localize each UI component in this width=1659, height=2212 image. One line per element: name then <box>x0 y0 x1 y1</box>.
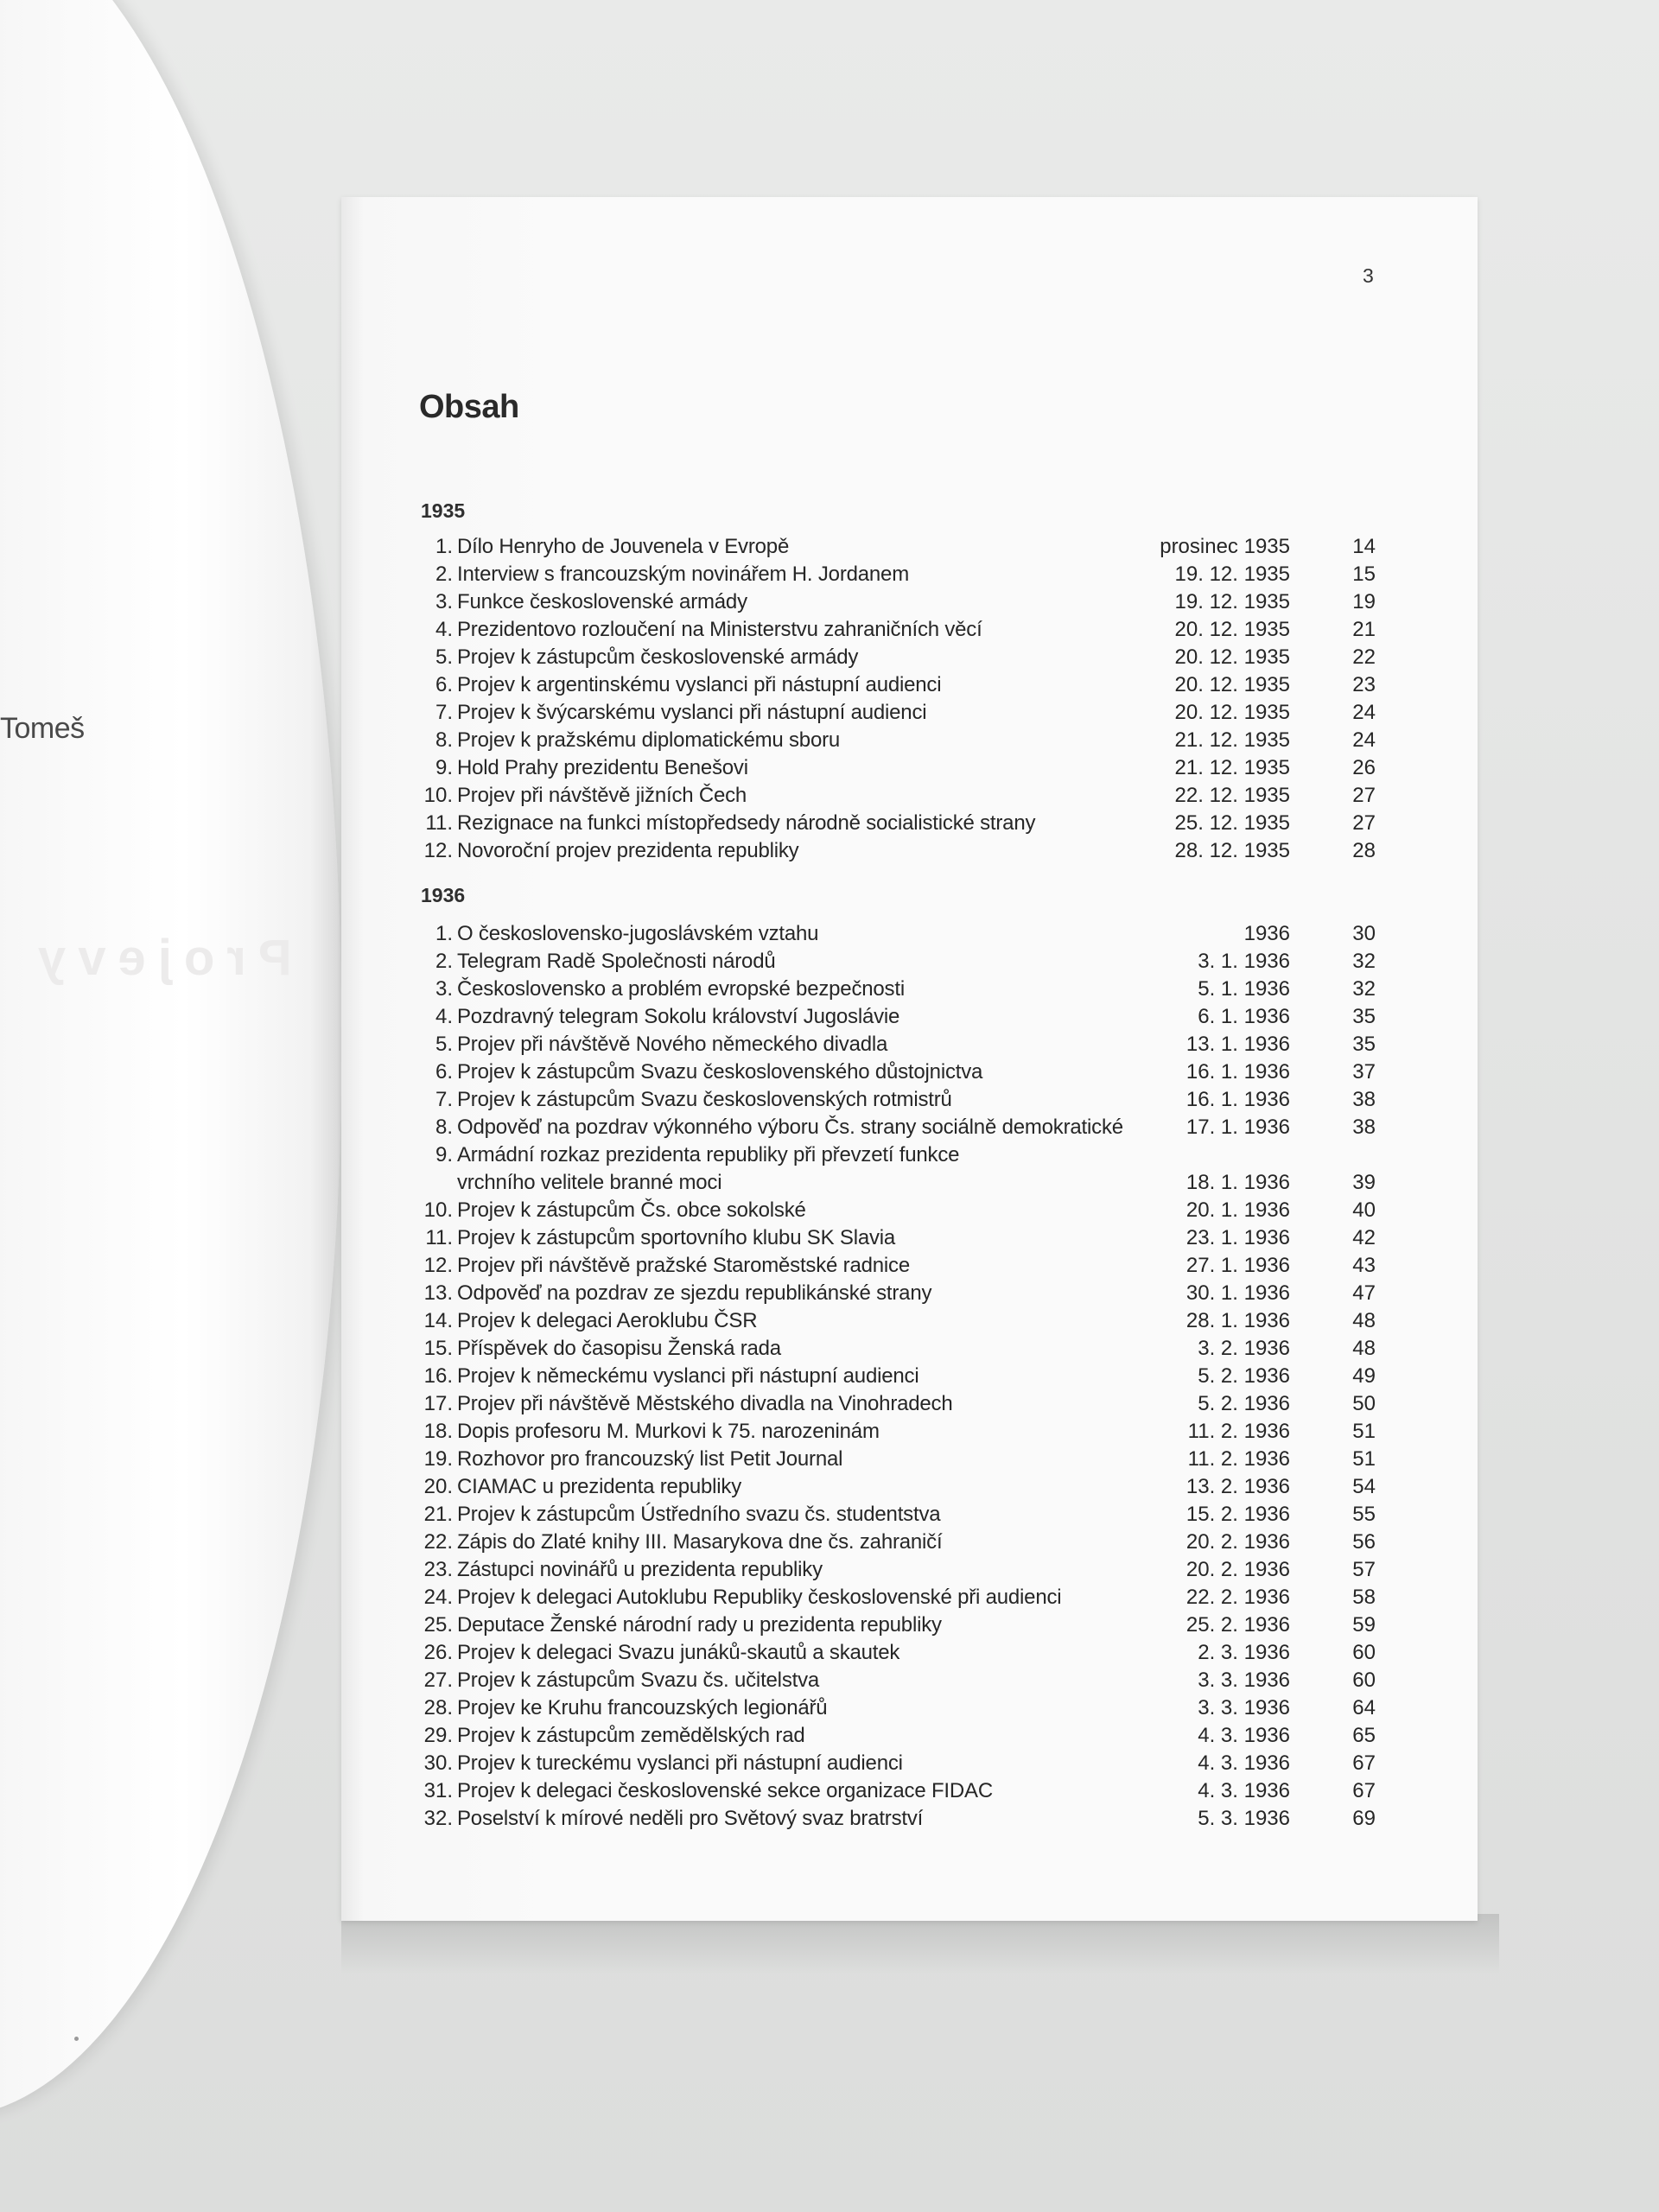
toc-entry <box>0 920 1659 948</box>
entry-page: 55 <box>1352 1503 1376 1526</box>
entry-date: 23. 1. 1936 <box>1185 1226 1290 1249</box>
entry-page: 50 <box>1352 1392 1376 1415</box>
entry-title: Projev k pražskému diplomatickému sboru <box>457 728 841 752</box>
entry-page: 65 <box>1352 1724 1376 1747</box>
toc-entry <box>0 1335 1659 1363</box>
toc-entry <box>0 1722 1659 1750</box>
entry-page: 40 <box>1352 1198 1376 1222</box>
entry-date: 30. 1. 1936 <box>1185 1281 1290 1305</box>
toc-entry <box>0 1473 1659 1501</box>
entry-number: 24. <box>423 1586 453 1609</box>
entry-page: 60 <box>1352 1669 1376 1692</box>
entry-page: 22 <box>1352 645 1376 669</box>
entry-date: 25. 12. 1935 <box>1174 811 1290 835</box>
entry-date: 4. 3. 1936 <box>1198 1724 1290 1747</box>
entry-page: 57 <box>1352 1558 1376 1581</box>
toc-entry <box>0 1280 1659 1307</box>
toc-entry <box>0 671 1659 699</box>
entry-page: 35 <box>1352 1033 1376 1056</box>
entry-number: 28. <box>423 1696 453 1719</box>
toc-entry <box>0 782 1659 810</box>
entry-date: 3. 3. 1936 <box>1198 1696 1290 1719</box>
entry-date: 11. 2. 1936 <box>1187 1420 1290 1443</box>
entry-page: 59 <box>1352 1613 1376 1637</box>
entry-page: 30 <box>1352 922 1376 945</box>
toc-entry <box>0 1501 1659 1529</box>
entry-page: 54 <box>1352 1475 1376 1498</box>
entry-title: Hold Prahy prezidentu Benešovi <box>457 756 748 779</box>
entry-title: Dopis profesoru M. Murkovi k 75. narozeninám <box>457 1420 880 1443</box>
entry-number: 5. <box>435 1033 453 1056</box>
entry-number: 3. <box>435 590 453 613</box>
entry-date: 11. 2. 1936 <box>1187 1447 1290 1471</box>
entry-number: 10. <box>423 784 453 807</box>
entry-number: 25. <box>423 1613 453 1637</box>
entry-number: 8. <box>435 728 453 752</box>
entry-number: 14. <box>423 1309 453 1332</box>
toc-entry <box>0 1418 1659 1446</box>
entry-date: 5. 3. 1936 <box>1198 1807 1290 1830</box>
entry-number: 7. <box>435 1088 453 1111</box>
entry-date: 28. 1. 1936 <box>1185 1309 1290 1332</box>
entry-number: 4. <box>435 1005 453 1028</box>
entry-title: Projev k zástupcům sportovního klubu SK Slavia <box>457 1226 896 1249</box>
entry-number: 21. <box>423 1503 453 1526</box>
entry-date: 20. 1. 1936 <box>1185 1198 1290 1222</box>
entry-number: 11. <box>425 1226 453 1249</box>
toc-entry <box>0 727 1659 754</box>
entry-page: 58 <box>1352 1586 1376 1609</box>
entry-number: 3. <box>435 977 453 1001</box>
toc-entry <box>0 561 1659 588</box>
toc-entry <box>0 837 1659 865</box>
entry-date: 3. 1. 1936 <box>1198 950 1290 973</box>
entry-page: 24 <box>1352 728 1376 752</box>
entry-number: 32. <box>423 1807 453 1830</box>
entry-date: 20. 12. 1935 <box>1174 645 1290 669</box>
entry-title: Odpověď na pozdrav výkonného výboru Čs. strany sociálně demokratické <box>457 1116 1123 1139</box>
entry-number: 18. <box>423 1420 453 1443</box>
entry-date: prosinec 1935 <box>1160 535 1290 558</box>
toc-entry <box>0 1446 1659 1473</box>
entry-title: Projev při návštěvě Městského divadla na Vinohradech <box>457 1392 953 1415</box>
entry-date: 6. 1. 1936 <box>1198 1005 1290 1028</box>
toc-entry <box>0 1639 1659 1667</box>
entry-title: Armádní rozkaz prezidenta republiky při převzetí funkce <box>457 1143 960 1166</box>
entry-title: CIAMAC u prezidenta republiky <box>457 1475 742 1498</box>
entry-title: Deputace Ženské národní rady u prezidenta republiky <box>457 1613 942 1637</box>
entry-page: 15 <box>1352 563 1376 586</box>
toc-entry <box>0 588 1659 616</box>
entry-number: 13. <box>423 1281 453 1305</box>
entry-page: 47 <box>1352 1281 1376 1305</box>
section-year: 1935 <box>421 499 466 522</box>
entry-date: 22. 2. 1936 <box>1185 1586 1290 1609</box>
entry-date: 27. 1. 1936 <box>1185 1254 1290 1277</box>
entry-number: 6. <box>435 1060 453 1084</box>
entry-date: 20. 12. 1935 <box>1174 618 1290 641</box>
entry-title: Projev k zástupcům Svazu čs. učitelstva <box>457 1669 820 1692</box>
page-title: Obsah <box>419 389 519 425</box>
toc-entry <box>0 1086 1659 1114</box>
entry-page: 27 <box>1352 784 1376 807</box>
entry-number: 4. <box>435 618 453 641</box>
entry-date: 21. 12. 1935 <box>1174 756 1290 779</box>
left-page-author: Tomeš <box>0 712 85 745</box>
toc-entry <box>0 810 1659 837</box>
entry-page: 56 <box>1352 1530 1376 1554</box>
entry-title: Projev při návštěvě jižních Čech <box>457 784 747 807</box>
toc-entry <box>0 699 1659 727</box>
entry-date: 1936 <box>1243 922 1290 945</box>
entry-number: 8. <box>435 1116 453 1139</box>
entry-date: 4. 3. 1936 <box>1198 1779 1290 1802</box>
toc-entry <box>0 1390 1659 1418</box>
entry-page: 67 <box>1352 1751 1376 1775</box>
entry-page: 35 <box>1352 1005 1376 1028</box>
entry-title-continuation: vrchního velitele branné moci <box>457 1171 722 1194</box>
toc-entry <box>0 1805 1659 1833</box>
entry-page: 42 <box>1352 1226 1376 1249</box>
entry-number: 31. <box>423 1779 453 1802</box>
entry-title: Odpověď na pozdrav ze sjezdu republikánské strany <box>457 1281 932 1305</box>
entry-title: Telegram Radě Společnosti národů <box>457 950 776 973</box>
entry-title: Dílo Henryho de Jouvenela v Evropě <box>457 535 790 558</box>
toc-entry <box>0 976 1659 1003</box>
entry-title: Projev k zástupcům československé armády <box>457 645 859 669</box>
entry-number: 5. <box>435 645 453 669</box>
entry-date: 20. 12. 1935 <box>1174 673 1290 696</box>
entry-date: 16. 1. 1936 <box>1185 1088 1290 1111</box>
entry-page: 60 <box>1352 1641 1376 1664</box>
entry-number: 22. <box>423 1530 453 1554</box>
entry-page: 43 <box>1352 1254 1376 1277</box>
entry-number: 9. <box>435 1143 453 1166</box>
entry-number: 30. <box>423 1751 453 1775</box>
entry-date: 20. 12. 1935 <box>1174 701 1290 724</box>
entry-number: 2. <box>435 563 453 586</box>
entry-title: O československo-jugoslávském vztahu <box>457 922 819 945</box>
entry-number: 15. <box>423 1337 453 1360</box>
entry-date: 5. 2. 1936 <box>1198 1392 1290 1415</box>
toc-entry <box>0 1529 1659 1556</box>
entry-date: 5. 2. 1936 <box>1198 1364 1290 1388</box>
entry-date: 5. 1. 1936 <box>1198 977 1290 1001</box>
entry-page: 69 <box>1352 1807 1376 1830</box>
entry-title: Projev k zástupcům Čs. obce sokolské <box>457 1198 806 1222</box>
page-number: 3 <box>1363 264 1374 287</box>
entry-number: 12. <box>423 839 453 862</box>
toc-entry <box>0 533 1659 561</box>
entry-page: 51 <box>1352 1420 1376 1443</box>
entry-title: Interview s francouzským novinářem H. Jordanem <box>457 563 909 586</box>
left-page-ghost-text: Projevy <box>26 930 292 986</box>
entry-date: 22. 12. 1935 <box>1174 784 1290 807</box>
entry-date: 21. 12. 1935 <box>1174 728 1290 752</box>
entry-page: 32 <box>1352 977 1376 1001</box>
entry-title: Rezignace na funkci místopředsedy národně socialistické strany <box>457 811 1036 835</box>
entry-title: Projev k delegaci Aeroklubu ČSR <box>457 1309 758 1332</box>
toc-entry <box>0 1584 1659 1611</box>
toc-entry <box>0 1694 1659 1722</box>
entry-title: Projev k argentinskému vyslanci při nástupní audienci <box>457 673 942 696</box>
entry-date: 16. 1. 1936 <box>1185 1060 1290 1084</box>
toc-entry <box>0 1031 1659 1058</box>
entry-title: Projev k zástupcům Ústředního svazu čs. studentstva <box>457 1503 941 1526</box>
entry-page: 37 <box>1352 1060 1376 1084</box>
toc-entry <box>0 754 1659 782</box>
toc-entry <box>0 1224 1659 1252</box>
entry-date: 19. 12. 1935 <box>1174 563 1290 586</box>
toc-entry <box>0 1777 1659 1805</box>
entry-page: 38 <box>1352 1088 1376 1111</box>
entry-page: 49 <box>1352 1364 1376 1388</box>
entry-title: Pozdravný telegram Sokolu království Jugoslávie <box>457 1005 900 1028</box>
entry-title: Příspěvek do časopisu Ženská rada <box>457 1337 781 1360</box>
entry-number: 27. <box>423 1669 453 1692</box>
entry-title: Československo a problém evropské bezpečnosti <box>457 977 905 1001</box>
entry-number: 1. <box>435 922 453 945</box>
book-shadow <box>341 1914 1499 1974</box>
toc-entry <box>0 616 1659 644</box>
entry-number: 19. <box>423 1447 453 1471</box>
entry-date: 3. 3. 1936 <box>1198 1669 1290 1692</box>
entry-title: Poselství k mírové neděli pro Světový svaz bratrství <box>457 1807 924 1830</box>
entry-number: 7. <box>435 701 453 724</box>
entry-number: 2. <box>435 950 453 973</box>
entry-page: 67 <box>1352 1779 1376 1802</box>
entry-page: 24 <box>1352 701 1376 724</box>
left-page-dot <box>74 2037 79 2041</box>
entry-date: 20. 2. 1936 <box>1185 1530 1290 1554</box>
entry-title: Novoroční projev prezidenta republiky <box>457 839 799 862</box>
entry-date: 25. 2. 1936 <box>1185 1613 1290 1637</box>
entry-title: Rozhovor pro francouzský list Petit Journal <box>457 1447 843 1471</box>
toc-entry <box>0 1363 1659 1390</box>
entry-title: Funkce československé armády <box>457 590 747 613</box>
entry-number: 12. <box>423 1254 453 1277</box>
entry-number: 16. <box>423 1364 453 1388</box>
toc-entry <box>0 1252 1659 1280</box>
entry-number: 6. <box>435 673 453 696</box>
entry-number: 17. <box>423 1392 453 1415</box>
entry-page: 14 <box>1352 535 1376 558</box>
entry-date: 17. 1. 1936 <box>1185 1116 1290 1139</box>
entry-title: Projev k tureckému vyslanci při nástupní audienci <box>457 1751 903 1775</box>
toc-entry <box>0 948 1659 976</box>
entry-page: 28 <box>1352 839 1376 862</box>
entry-date: 20. 2. 1936 <box>1185 1558 1290 1581</box>
entry-date: 2. 3. 1936 <box>1198 1641 1290 1664</box>
entry-title: Projev ke Kruhu francouzských legionářů <box>457 1696 828 1719</box>
entry-title: Projev k zástupcům Svazu československého důstojnictva <box>457 1060 983 1084</box>
toc-entry <box>0 1114 1659 1141</box>
entry-number: 1. <box>435 535 453 558</box>
entry-page: 19 <box>1352 590 1376 613</box>
toc-entry <box>0 644 1659 671</box>
entry-date: 13. 1. 1936 <box>1185 1033 1290 1056</box>
entry-title: Projev k švýcarskému vyslanci při nástupní audienci <box>457 701 927 724</box>
toc-entry <box>0 1750 1659 1777</box>
toc-entry <box>0 1003 1659 1031</box>
toc-entry <box>0 1556 1659 1584</box>
entry-number: 23. <box>423 1558 453 1581</box>
entry-title: Projev k zástupcům zemědělských rad <box>457 1724 805 1747</box>
toc-entry <box>0 1307 1659 1335</box>
entry-title: Projev při návštěvě Nového německého divadla <box>457 1033 888 1056</box>
entry-page: 39 <box>1352 1171 1376 1194</box>
entry-title: Projev k delegaci československé sekce organizace FIDAC <box>457 1779 993 1802</box>
entry-date: 18. 1. 1936 <box>1185 1171 1290 1194</box>
entry-page: 48 <box>1352 1309 1376 1332</box>
entry-page: 23 <box>1352 673 1376 696</box>
toc-entry <box>0 1197 1659 1224</box>
entry-page: 32 <box>1352 950 1376 973</box>
entry-date: 3. 2. 1936 <box>1198 1337 1290 1360</box>
entry-title: Projev k delegaci Autoklubu Republiky československé při audienci <box>457 1586 1062 1609</box>
entry-number: 26. <box>423 1641 453 1664</box>
entry-title: Projev při návštěvě pražské Staroměstské radnice <box>457 1254 910 1277</box>
entry-date: 28. 12. 1935 <box>1174 839 1290 862</box>
entry-number: 29. <box>423 1724 453 1747</box>
toc-entry <box>0 1611 1659 1639</box>
entry-page: 21 <box>1352 618 1376 641</box>
entry-title: Projev k delegaci Svazu junáků-skautů a skautek <box>457 1641 900 1664</box>
entry-date: 4. 3. 1936 <box>1198 1751 1290 1775</box>
entry-page: 51 <box>1352 1447 1376 1471</box>
entry-title: Zápis do Zlaté knihy III. Masarykova dne čs. zahraničí <box>457 1530 943 1554</box>
toc-entry <box>0 1058 1659 1086</box>
entry-page: 48 <box>1352 1337 1376 1360</box>
entry-title: Projev k německému vyslanci při nástupní audienci <box>457 1364 919 1388</box>
toc-entry <box>0 1141 1659 1197</box>
entry-number: 11. <box>425 811 453 835</box>
entry-number: 20. <box>423 1475 453 1498</box>
entry-page: 26 <box>1352 756 1376 779</box>
entry-title: Projev k zástupcům Svazu československých rotmistrů <box>457 1088 952 1111</box>
entry-title: Zástupci novinářů u prezidenta republiky <box>457 1558 823 1581</box>
entry-date: 13. 2. 1936 <box>1185 1475 1290 1498</box>
toc-entry <box>0 1667 1659 1694</box>
entry-page: 38 <box>1352 1116 1376 1139</box>
section-year: 1936 <box>421 884 466 906</box>
entry-title: Prezidentovo rozloučení na Ministerstvu zahraničních věcí <box>457 618 982 641</box>
entry-number: 10. <box>423 1198 453 1222</box>
entry-page: 27 <box>1352 811 1376 835</box>
entry-date: 15. 2. 1936 <box>1185 1503 1290 1526</box>
entry-page: 64 <box>1352 1696 1376 1719</box>
entry-number: 9. <box>435 756 453 779</box>
entry-date: 19. 12. 1935 <box>1174 590 1290 613</box>
